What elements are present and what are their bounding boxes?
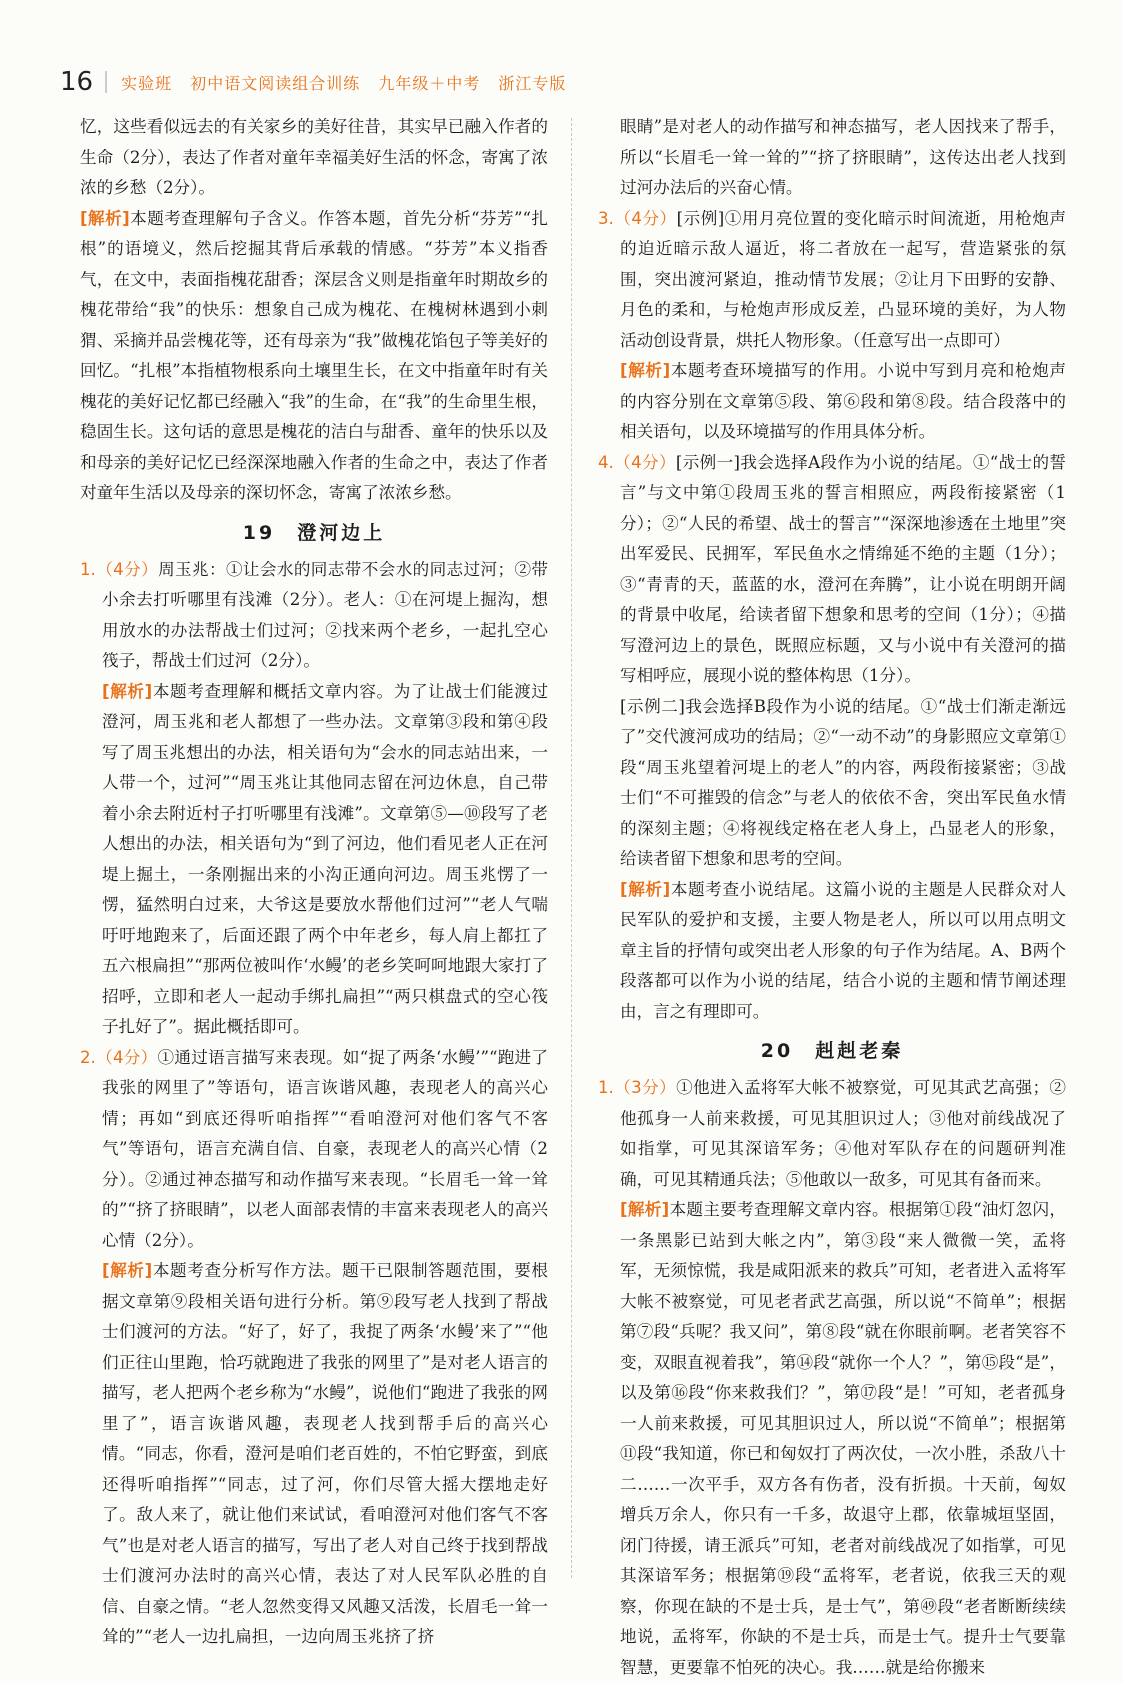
page-number: 16	[60, 67, 94, 97]
section-title-19: 19 澄河边上	[242, 521, 386, 544]
question-number: 3.（4分）	[598, 208, 677, 228]
question-answer	[80, 1043, 548, 1257]
analysis-tag: [ 解析 ]	[620, 361, 670, 380]
answer-example-2: [示例二]我会选择B段作为小说的结尾。①“战士们渐走渐远了”交代渡河成功的结局；②“一动不动”的身影照应文章第①段“周玉兆望着河堤上的老人”的内容，两段衔接紧密；③战士们“不可摧毁的信念”与老人的依依不舍，突出军民鱼水情的深刻主题；④将视线定格在老人身上，凸显老人的形象，给读者留下想象和思考的空间。	[620, 696, 1066, 868]
analysis-paragraph	[598, 1195, 1066, 1683]
question-answer	[598, 448, 1066, 692]
analysis-paragraph	[80, 677, 548, 1043]
section-title-20: 20 赳赳老秦	[760, 1040, 904, 1062]
answer-continuation: 忆，这些看似远去的有关家乡的美好往昔，其实早已融入作者的生命（2分），表达了作者对童年幸福美好生活的怀念，寄寓了浓浓的乡愁（2分）。	[80, 117, 548, 197]
question-answer	[598, 204, 1066, 357]
analysis-tag: [ 解析 ]	[102, 1261, 152, 1280]
analysis-paragraph	[80, 1256, 548, 1653]
question-number: 1.（3分）	[598, 1078, 677, 1097]
answer-text: [示例]①用月亮位置的变化暗示时间流逝，用枪炮声的迫近暗示敌人逼近，将二者放在一起写，营造紧张的氛围，突出渡河紧迫，推动情节发展；②让月下田野的安静、月色的柔和，与枪炮声形成反差，凸显环境的美好，为人物活动创设背景，烘托人物形象。（任意写出一点即可）	[620, 208, 1066, 350]
analysis-tag: [ 解析 ]	[620, 1200, 669, 1219]
analysis-paragraph	[598, 356, 1066, 448]
answer-text: 周玉兆：①让会水的同志带不会水的同志过河；②带小余去打听哪里有浅滩（2分）。老人：①在河堤上掘沟，想用放水的办法帮战士们过河；②找来两个老乡，一起扎空心筏子，帮战士们过河（2分）。	[102, 559, 549, 670]
analysis-text: 本题考查小说结尾。这篇小说的主题是人民群众对人民军队的爱护和支援，主要人物是老人，所以可以用点明文章主旨的抒情句或突出老人形象的句子作为结尾。A、B两个段落都可以作为小说的结尾，结合小说的主题和情节阐述理由，言之有理即可。	[620, 879, 1066, 1021]
right-column	[598, 112, 1066, 1683]
question-number: 4.（4分）	[598, 452, 676, 472]
answer-text: [示例一]我会选择A段作为小说的结尾。①“战士的誓言”与文中第①段周玉兆的誓言相照应，两段衔接紧密（1分）；②“人民的希望、战士的誓言”“深深地渗透在土地里”突出军爱民、民拥军，军民鱼水之情绵延不绝的主题（1分）；③“青青的天，蓝蓝的水，澄河在奔腾”，让小说在明朗开阔的背景中收尾，给读者留下想象和思考的空间（1分）；④描写澄河边上的景色，既照应标题，又与小说中有关澄河的描写相呼应，展现小说的整体构思（1分）。	[620, 452, 1066, 685]
series-title	[121, 71, 578, 94]
analysis-text: 本题主要考查理解文章内容。根据第①段“油灯忽闪，一条黑影已站到大帐之内”，第③段“来人微微一笑，孟将军，无须惊慌，我是咸阳派来的救兵”可知，老者进入孟将军大帐不被察觉，可见老者武艺高强，所以说“不简单”；根据第⑦段“兵呢？我又问”，第⑧段“就在你眼前啊。老者笑容不变，双眼直视着我”，第⑭段“就你一个人？”，第⑮段“是”，以及第⑯段“你来救我们？”，第⑰段“是！”可知，老者孤身一人前来救援，可见其胆识过人，所以说“不简单”；根据第⑪段“我知道，你已和匈奴打了两次仗，一次小胜，杀敌八十二……一次平手，双方各有伤者，没有折损。十天前，匈奴增兵万余人，你只有一千多，故退守上郡，依靠城垣坚固，闭门待援，请王派兵”可知，老者对前线战况了如指掌，可见其深谙军务；根据第⑲段“孟将军，老者说，依我三天的观察，你现在缺的不是士兵，是士气”，第㊾段“老者断断续续地说，孟将军，你缺的不是士兵，而是士气。提升士气要靠智慧，更要靠不怕死的决心。我……就是给你搬来	[620, 1200, 1067, 1677]
question-answer	[598, 1073, 1066, 1195]
header-divider	[105, 71, 107, 93]
analysis-paragraph	[80, 204, 548, 509]
left-column	[80, 112, 548, 1653]
analysis-text: 本题考查分析写作方法。题干已限制答题范围，要根据文章第⑨段相关语句进行分析。第⑨段写老人找到了帮战士们渡河的方法。“好了，好了，我捉了两条‘水鳗’来了”“他们正往山里跑，恰巧就跑进了我张的网里了”是对老人语言的描写，老人把两个老乡称为“水鳗”，说他们“跑进了我张的网里了”，语言诙谐风趣，表现老人找到帮手后的高兴心情。“同志，你看，澄河是咱们老百姓的，不怕它野蛮，到底还得听咱指挥”“同志，过了河，你们尽管大摇大摆地走好了。敌人来了，就让他们来试试，看咱澄河对他们客气不客气”也是对老人语言的描写，写出了老人对自己终于找到帮战士们渡河办法时的高兴心情，表达了对人民军队必胜的自信、自豪之情。“老人忽然变得又风趣又活泼，长眉毛一耸一耸的”“老人一边扎扁担，一边向周玉兆挤了挤	[102, 1261, 548, 1646]
analysis-continuation: 眼睛”是对老人的动作描写和神态描写，老人因找来了帮手，所以“长眉毛一耸一耸的”“挤了挤眼睛”，这传达出老人找到过河办法后的兴奋心情。	[620, 117, 1066, 197]
analysis-text: 本题考查理解和概括文章内容。为了让战士们能渡过澄河，周玉兆和老人都想了一些办法。文章第③段和第④段写了周玉兆想出的办法，相关语句为“会水的同志站出来，一人带一个，过河”“周玉兆让其他同志留在河边休息，自己带着小余去附近村子打听哪里有浅滩”。文章第⑤—⑩段写了老人想出的办法，相关语句为“到了河边，他们看见老人正在河堤上掘土，一条刚掘出来的小沟正通向河边。周玉兆愣了一愣，猛然明白过来，大爷这是要放水帮他们过河”“老人气喘吁吁地跑来了，后面还跟了两个中年老乡，每人肩上都扛了五六根扁担”“那两位被叫作‘水鳗’的老乡笑呵呵地跟大家打了招呼，立即和老人一起动手绑扎扁担”“两只棋盘式的空心筏子扎好了”。据此概括即可。	[102, 681, 548, 1036]
analysis-paragraph	[598, 875, 1066, 1028]
page-header	[60, 62, 1070, 102]
series-part: 浙江专版	[498, 73, 567, 93]
series-part: 初中语文阅读组合训练	[190, 73, 361, 93]
analysis-tag: [ 解析 ]	[102, 682, 152, 701]
column-divider	[571, 118, 572, 1578]
analysis-text: 本题考查环境描写的作用。小说中写到月亮和枪炮声的内容分别在文章第⑤段、第⑥段和第⑧段。结合段落中的相关语句，以及环境描写的作用具体分析。	[620, 361, 1066, 441]
analysis-tag: [ 解析 ]	[620, 880, 670, 899]
question-answer	[80, 555, 548, 677]
series-part: 实验班	[121, 73, 173, 93]
series-part: 九年级＋中考	[378, 73, 481, 93]
answer-text: ①他进入孟将军大帐不被察觉，可见其武艺高强；②他孤身一人前来救援，可见其胆识过人；③他对前线战况了如指掌，可见其深谙军务；④他对军队存在的问题研判准确，可见其精通兵法；⑤他敢以一敌多，可见其有备而来。	[620, 1078, 1067, 1189]
question-number: 2.（4分）	[80, 1047, 158, 1067]
question-number: 1.（4分）	[80, 559, 159, 579]
analysis-text: 本题考查理解句子含义。作答本题，首先分析“芬芳”“扎根”的语境义，然后挖掘其背后承载的情感。“芬芳”本义指香气，在文中，表面指槐花甜香；深层含义则是指童年时期故乡的槐花带给“我”的快乐：想象自己成为槐花、在槐树林遇到小刺猬、采摘并品尝槐花等，还有母亲为“我”做槐花馅包子等美好的回忆。“扎根”本指植物根系向土壤里生长，在文中指童年时有关槐花的美好记忆都已经融入“我”的生命，在“我”的生命里生根，稳固生长。这句话的意思是槐花的洁白与甜香、童年的快乐以及和母亲的美好记忆已经深深地融入作者的生命之中，表达了作者对童年生活以及母亲的深切怀念，寄寓了浓浓乡愁。	[80, 208, 548, 502]
analysis-tag: [ 解析 ]	[80, 209, 130, 228]
answer-text: ①通过语言描写来表现。如“捉了两条‘水鳗’”“跑进了我张的网里了”等语句，语言诙谐风趣，表现老人的高兴心情；再如“到底还得听咱指挥”“看咱澄河对他们客气不客气”等语句，语言充满自信、自豪，表现老人的高兴心情（2分）。②通过神态描写和动作描写来表现。“长眉毛一耸一耸的”“挤了挤眼睛”，以老人面部表情的丰富来表现老人的高兴心情（2分）。	[102, 1047, 549, 1250]
